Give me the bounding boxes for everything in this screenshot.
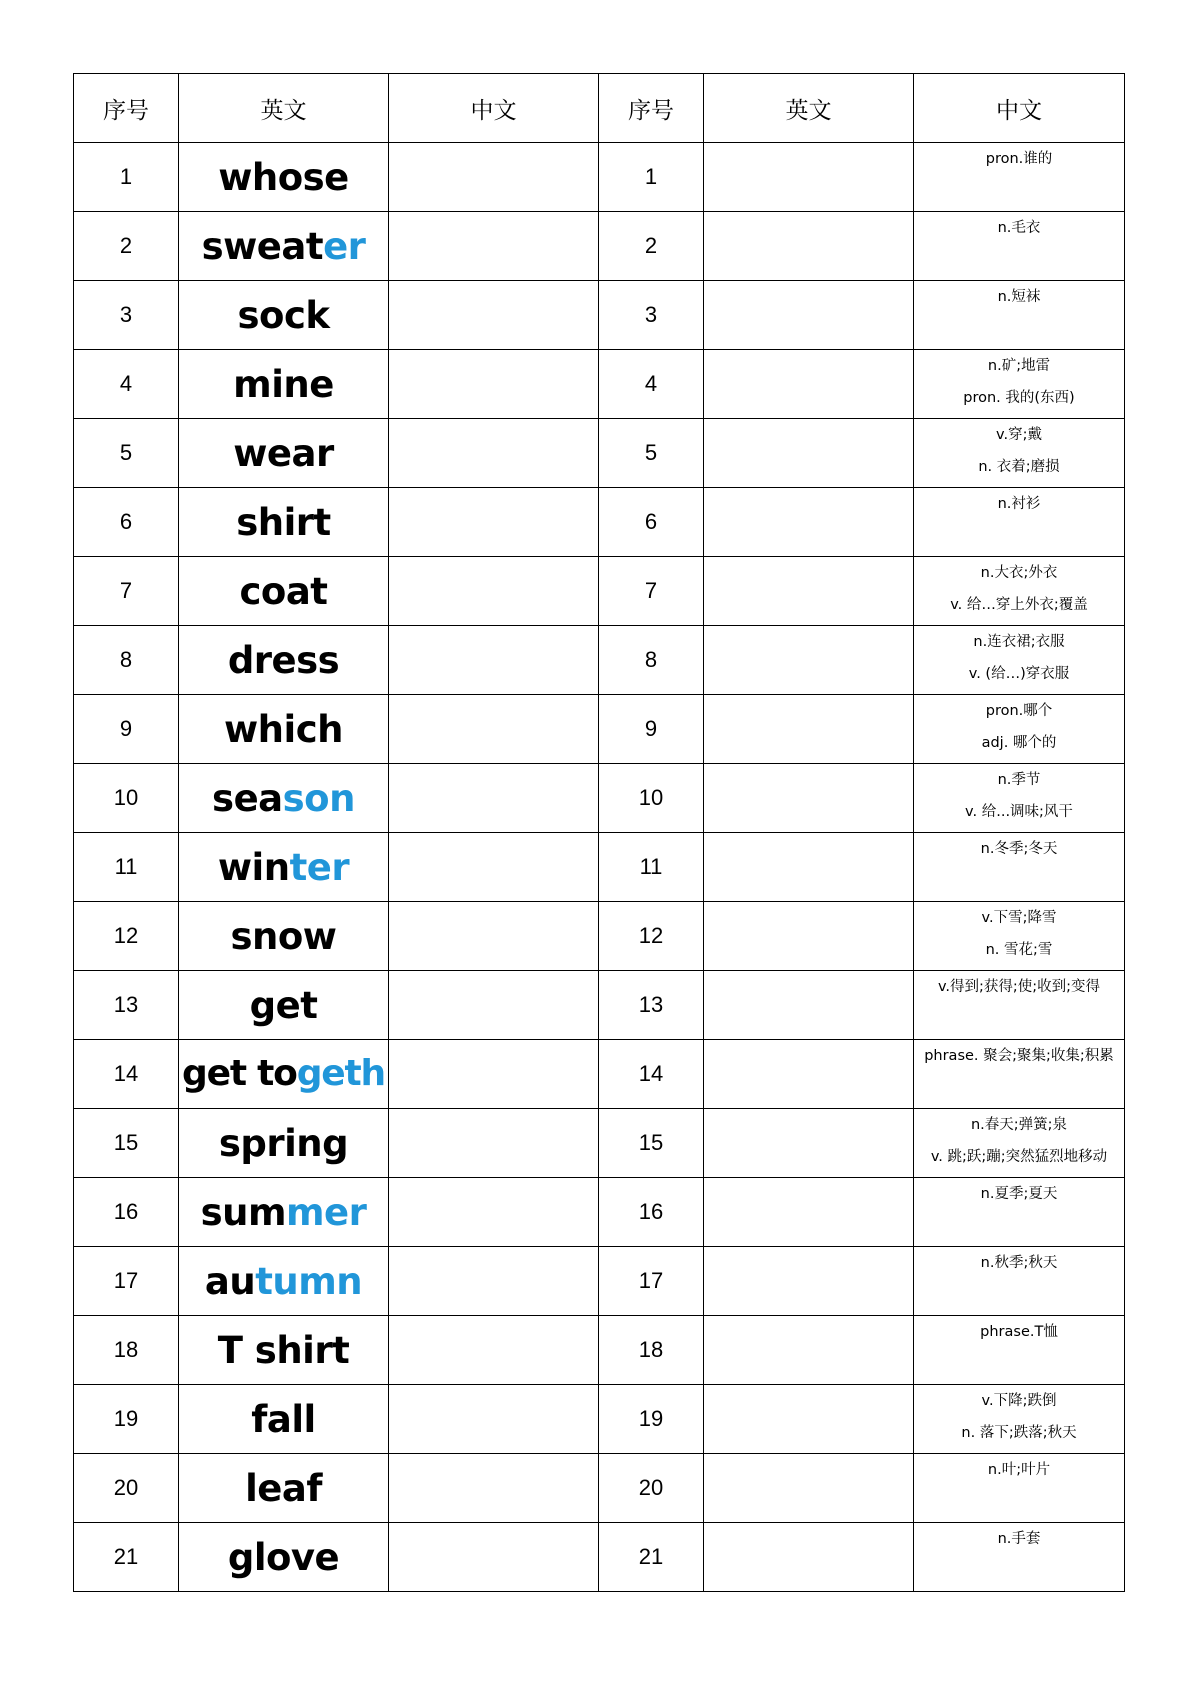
table-row [74, 764, 1125, 833]
row-number-left: 16 [74, 1178, 179, 1247]
chinese-meaning [914, 1109, 1125, 1178]
chinese-answer-blank [389, 1109, 599, 1178]
word-highlight-part: son [282, 776, 355, 820]
chinese-answer-blank [389, 695, 599, 764]
row-number-right: 3 [599, 281, 704, 350]
header-english-right: 英文 [704, 74, 914, 143]
row-number-right: 9 [599, 695, 704, 764]
chinese-meaning [914, 419, 1125, 488]
english-answer-blank [704, 1385, 914, 1454]
table-row [74, 488, 1125, 557]
chinese-meaning [914, 1385, 1125, 1454]
english-answer-blank [704, 1316, 914, 1385]
chinese-meaning [914, 557, 1125, 626]
word-highlight-part: er [323, 224, 366, 268]
english-answer-blank [704, 281, 914, 350]
word-highlight-part: ter [289, 845, 350, 889]
row-number-left: 8 [74, 626, 179, 695]
word-main-part: mine [233, 362, 334, 406]
row-number-left: 17 [74, 1247, 179, 1316]
word-highlight-part: mer [286, 1190, 367, 1234]
chinese-answer-blank [389, 626, 599, 695]
chinese-meaning [914, 1316, 1125, 1385]
meaning-line-1: n.季节 [997, 772, 1041, 788]
table-row [74, 1316, 1125, 1385]
chinese-answer-blank [389, 1316, 599, 1385]
meaning-line-2: v. 跳;跃;蹦;突然猛烈地移动 [930, 1149, 1108, 1165]
row-number-right: 2 [599, 212, 704, 281]
meaning-line-1: phrase. 聚会;聚集;收集;积累 [924, 1048, 1114, 1064]
chinese-answer-blank [389, 419, 599, 488]
row-number-right: 16 [599, 1178, 704, 1247]
chinese-meaning [914, 971, 1125, 1040]
chinese-meaning [914, 488, 1125, 557]
row-number-left: 10 [74, 764, 179, 833]
vocabulary-table [73, 73, 1125, 1592]
english-word [179, 419, 389, 488]
chinese-answer-blank [389, 212, 599, 281]
table-row [74, 1178, 1125, 1247]
meaning-line-2: adj. 哪个的 [981, 735, 1057, 751]
english-word [179, 1040, 389, 1109]
row-number-left: 15 [74, 1109, 179, 1178]
row-number-right: 10 [599, 764, 704, 833]
header-row [74, 74, 1125, 143]
chinese-meaning [914, 764, 1125, 833]
chinese-answer-blank [389, 971, 599, 1040]
table-row [74, 350, 1125, 419]
english-answer-blank [704, 902, 914, 971]
word-main-part: which [224, 707, 343, 751]
header-english-left: 英文 [179, 74, 389, 143]
chinese-meaning [914, 1040, 1125, 1109]
header-chinese-right: 中文 [914, 74, 1125, 143]
chinese-meaning [914, 902, 1125, 971]
row-number-left: 18 [74, 1316, 179, 1385]
row-number-right: 20 [599, 1454, 704, 1523]
english-word [179, 143, 389, 212]
word-main-part: spring [218, 1121, 349, 1165]
word-main-part: sum [200, 1190, 286, 1234]
row-number-left: 4 [74, 350, 179, 419]
meaning-line-1: n.矿;地雷 [987, 358, 1051, 374]
meaning-line-2: v. (给…)穿衣服 [968, 666, 1070, 682]
table-row [74, 695, 1125, 764]
row-number-right: 15 [599, 1109, 704, 1178]
table-row [74, 281, 1125, 350]
meaning-line-1: phrase.T恤 [980, 1324, 1058, 1340]
chinese-meaning [914, 1523, 1125, 1592]
meaning-line-1: n.春天;弹簧;泉 [970, 1117, 1068, 1133]
chinese-answer-blank [389, 281, 599, 350]
table-row [74, 557, 1125, 626]
meaning-line-1: n.手套 [997, 1531, 1041, 1547]
english-word [179, 350, 389, 419]
word-main-part: win [217, 845, 290, 889]
meaning-line-1: n.冬季;冬天 [980, 841, 1058, 857]
chinese-answer-blank [389, 1385, 599, 1454]
english-answer-blank [704, 695, 914, 764]
word-highlight-part: geth [296, 1053, 385, 1094]
word-main-part: shirt [236, 500, 331, 544]
word-main-part: coat [239, 569, 328, 613]
chinese-meaning [914, 281, 1125, 350]
table-row [74, 902, 1125, 971]
row-number-right: 21 [599, 1523, 704, 1592]
meaning-line-1: n.衬衫 [997, 496, 1041, 512]
word-main-part: whose [218, 155, 349, 199]
chinese-answer-blank [389, 1040, 599, 1109]
row-number-right: 7 [599, 557, 704, 626]
table-row [74, 626, 1125, 695]
meaning-line-2: n. 落下;跌落;秋天 [961, 1425, 1077, 1441]
word-main-part: wear [233, 431, 334, 475]
english-answer-blank [704, 1523, 914, 1592]
meaning-line-2: n. 雪花;雪 [985, 942, 1053, 958]
table-row [74, 1109, 1125, 1178]
english-answer-blank [704, 557, 914, 626]
meaning-line-1: v.得到;获得;使;收到;变得 [937, 979, 1101, 995]
meaning-line-1: n.连衣裙;衣服 [973, 634, 1065, 650]
table-row [74, 143, 1125, 212]
english-answer-blank [704, 1109, 914, 1178]
word-main-part: snow [230, 914, 337, 958]
row-number-left: 14 [74, 1040, 179, 1109]
row-number-left: 3 [74, 281, 179, 350]
english-word [179, 212, 389, 281]
word-main-part: get [249, 983, 318, 1027]
english-answer-blank [704, 1247, 914, 1316]
english-word [179, 1523, 389, 1592]
meaning-line-2: pron. 我的(东西) [963, 390, 1075, 406]
chinese-answer-blank [389, 143, 599, 212]
chinese-answer-blank [389, 833, 599, 902]
chinese-answer-blank [389, 1247, 599, 1316]
english-answer-blank [704, 1454, 914, 1523]
chinese-meaning [914, 626, 1125, 695]
meaning-line-1: n.大衣;外衣 [980, 565, 1058, 581]
english-word [179, 833, 389, 902]
header-chinese-left: 中文 [389, 74, 599, 143]
chinese-meaning [914, 1247, 1125, 1316]
chinese-answer-blank [389, 557, 599, 626]
english-answer-blank [704, 488, 914, 557]
table-row [74, 833, 1125, 902]
row-number-left: 21 [74, 1523, 179, 1592]
row-number-left: 9 [74, 695, 179, 764]
chinese-meaning [914, 212, 1125, 281]
chinese-answer-blank [389, 488, 599, 557]
meaning-line-1: n.短袜 [997, 289, 1041, 305]
english-word [179, 1316, 389, 1385]
meaning-line-1: v.下雪;降雪 [981, 910, 1057, 926]
word-main-part: au [204, 1259, 256, 1303]
table-row [74, 1247, 1125, 1316]
english-answer-blank [704, 626, 914, 695]
meaning-line-2: v. 给...调味;风干 [965, 804, 1073, 820]
meaning-line-1: n.夏季;夏天 [980, 1186, 1058, 1202]
meaning-line-1: v.穿;戴 [996, 427, 1042, 443]
english-word [179, 488, 389, 557]
english-answer-blank [704, 1040, 914, 1109]
chinese-meaning [914, 1178, 1125, 1247]
chinese-meaning [914, 833, 1125, 902]
chinese-meaning [914, 1454, 1125, 1523]
word-main-part: sweat [201, 224, 324, 268]
english-answer-blank [704, 212, 914, 281]
table-row [74, 419, 1125, 488]
table-row [74, 1454, 1125, 1523]
row-number-left: 5 [74, 419, 179, 488]
word-highlight-part: tumn [255, 1259, 363, 1303]
row-number-left: 12 [74, 902, 179, 971]
row-number-right: 1 [599, 143, 704, 212]
english-answer-blank [704, 971, 914, 1040]
chinese-meaning [914, 143, 1125, 212]
chinese-meaning [914, 695, 1125, 764]
meaning-line-1: n.秋季;秋天 [980, 1255, 1058, 1271]
row-number-right: 8 [599, 626, 704, 695]
table-row [74, 1523, 1125, 1592]
english-word [179, 1178, 389, 1247]
word-main-part: get to [182, 1053, 297, 1094]
english-word [179, 764, 389, 833]
chinese-answer-blank [389, 1454, 599, 1523]
row-number-left: 19 [74, 1385, 179, 1454]
row-number-right: 14 [599, 1040, 704, 1109]
chinese-answer-blank [389, 902, 599, 971]
english-answer-blank [704, 764, 914, 833]
table-row [74, 1385, 1125, 1454]
english-answer-blank [704, 143, 914, 212]
meaning-line-2: v. 给…穿上外衣;覆盖 [950, 597, 1088, 613]
header-number-right: 序号 [599, 74, 704, 143]
word-main-part: leaf [245, 1466, 322, 1510]
row-number-right: 11 [599, 833, 704, 902]
row-number-right: 17 [599, 1247, 704, 1316]
english-answer-blank [704, 833, 914, 902]
table-row [74, 1040, 1125, 1109]
english-word [179, 1385, 389, 1454]
word-main-part: sock [237, 293, 330, 337]
word-main-part: fall [251, 1397, 316, 1441]
english-word [179, 971, 389, 1040]
english-word [179, 1109, 389, 1178]
row-number-left: 1 [74, 143, 179, 212]
meaning-line-2: n. 衣着;磨损 [978, 459, 1060, 475]
chinese-meaning [914, 350, 1125, 419]
meaning-line-1: pron.哪个 [985, 703, 1053, 719]
english-answer-blank [704, 350, 914, 419]
chinese-answer-blank [389, 764, 599, 833]
english-word [179, 902, 389, 971]
row-number-left: 2 [74, 212, 179, 281]
row-number-right: 12 [599, 902, 704, 971]
chinese-answer-blank [389, 1178, 599, 1247]
english-word [179, 1454, 389, 1523]
row-number-left: 7 [74, 557, 179, 626]
row-number-left: 11 [74, 833, 179, 902]
english-word [179, 281, 389, 350]
row-number-left: 13 [74, 971, 179, 1040]
header-number-left: 序号 [74, 74, 179, 143]
table-row [74, 212, 1125, 281]
meaning-line-1: n.叶;叶片 [987, 1462, 1051, 1478]
english-answer-blank [704, 419, 914, 488]
meaning-line-1: v.下降;跌倒 [981, 1393, 1057, 1409]
english-answer-blank [704, 1178, 914, 1247]
row-number-right: 18 [599, 1316, 704, 1385]
english-word [179, 626, 389, 695]
row-number-right: 19 [599, 1385, 704, 1454]
word-main-part: glove [227, 1535, 340, 1579]
meaning-line-1: n.毛衣 [997, 220, 1041, 236]
english-word [179, 695, 389, 764]
row-number-left: 6 [74, 488, 179, 557]
table-row [74, 971, 1125, 1040]
word-main-part: T shirt [217, 1328, 350, 1372]
english-word [179, 557, 389, 626]
word-main-part: sea [212, 776, 283, 820]
chinese-answer-blank [389, 1523, 599, 1592]
row-number-right: 4 [599, 350, 704, 419]
chinese-answer-blank [389, 350, 599, 419]
row-number-right: 5 [599, 419, 704, 488]
meaning-line-1: pron.谁的 [985, 151, 1053, 167]
row-number-right: 6 [599, 488, 704, 557]
english-word [179, 1247, 389, 1316]
row-number-left: 20 [74, 1454, 179, 1523]
word-main-part: dress [227, 638, 340, 682]
row-number-right: 13 [599, 971, 704, 1040]
